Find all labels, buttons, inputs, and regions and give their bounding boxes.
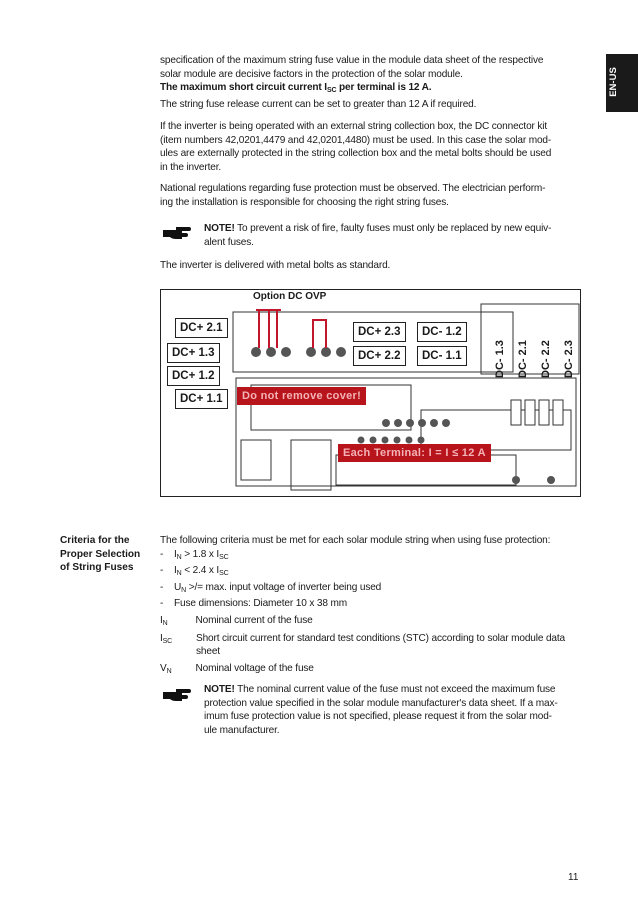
warning-terminal-current: Each Terminal: I = I ≤ 12 A: [338, 444, 491, 462]
terminal-label: DC+ 2.1: [175, 318, 228, 338]
section-heading: [60, 534, 140, 575]
pointing-hand-icon: [162, 686, 192, 704]
bullet-dash: -: [160, 598, 164, 610]
section-heading-line: Proper Selection: [60, 548, 141, 560]
criteria-bullet: [160, 564, 590, 581]
note-label: NOTE!: [204, 684, 235, 695]
terminal-label: DC- 1.2: [417, 322, 467, 342]
note-fire: [204, 222, 590, 249]
bullet-dash: -: [160, 548, 164, 560]
note-label: NOTE!: [204, 223, 235, 234]
intro-paragraph: [160, 54, 590, 111]
term-description: Nominal current of the fuse: [195, 615, 313, 626]
criteria-bullet: [160, 548, 590, 565]
paragraph-line: If the inverter is being operated with an external string collection box, the DC connector kit: [160, 121, 548, 132]
bullet-dash: -: [160, 565, 164, 577]
terminal-label: DC+ 1.1: [175, 389, 228, 409]
collection-paragraph: [160, 120, 590, 174]
section-heading-line: of String Fuses: [60, 562, 134, 574]
paragraph-line: (item numbers 42,0201,4479 and 42,0201,4480) must be used. In this case the solar mod-: [160, 134, 552, 146]
criteria-intro: The following criteria must be met for each solar module string when using fuse protection:: [160, 535, 551, 546]
bullet-text: $I_N > 1.8$ x $I_{SC}$: [174, 548, 229, 561]
bullet-text: $I_N < 2.4$ x $I_{SC}$: [174, 565, 229, 578]
language-tab: [606, 54, 638, 112]
bullet-text: Fuse dimensions: Diameter 10 x 38 mm: [174, 598, 347, 610]
paragraph-line: in the inverter.: [160, 161, 222, 173]
section-heading-line: Criteria for the: [60, 535, 130, 546]
term-symbol: $V_N$: [160, 662, 172, 675]
terminal-label-vertical: DC- 2.2: [540, 340, 552, 378]
terminal-label-vertical: DC- 2.1: [517, 340, 529, 378]
paragraph-line: ules are externally protected in the string collection box and the metal bolts should be used: [160, 148, 552, 160]
bullet-dash: -: [160, 581, 164, 593]
terminal-label: DC+ 1.3: [167, 343, 220, 363]
intro-line: specification of the maximum string fuse value in the module data sheet of the respective: [160, 55, 544, 66]
paragraph-line: ing the installation is responsible for choosing the right string fuses.: [160, 196, 449, 208]
note-line: imum fuse protection value is not specified, please request it from the solar mod-: [204, 711, 552, 723]
regulations-paragraph: [160, 182, 590, 209]
bold-sub: SC: [326, 87, 337, 95]
terminal-label: DC+ 2.2: [353, 346, 406, 366]
term-row: [160, 662, 590, 679]
criteria-bullet: [160, 597, 590, 611]
bullet-text: $U_N$ >/= max. input voltage of inverter being used: [174, 581, 382, 594]
note-nominal-current: [204, 683, 590, 737]
note-line: alent fuses.: [204, 236, 254, 248]
intro-line: solar module are decisive factors in the protection of the solar module.: [160, 68, 463, 80]
note-line: [204, 683, 590, 697]
term-symbol: $I_{SC}$: [160, 632, 173, 645]
paragraph-line: National regulations regarding fuse protection must be observed. The electrician perform-: [160, 183, 546, 194]
pointing-hand-icon: [162, 224, 192, 242]
warning-remove-cover: Do not remove cover!: [237, 387, 366, 405]
term-definitions: [160, 614, 590, 678]
terminal-label: DC+ 2.3: [353, 322, 406, 342]
terminal-label-vertical: DC- 2.3: [563, 340, 575, 378]
terminal-label: DC- 1.1: [417, 346, 467, 366]
term-row: [160, 614, 590, 631]
term-description: Nominal voltage of the fuse: [195, 662, 314, 674]
page-number: 11: [568, 872, 579, 883]
language-tab-label: EN-US: [608, 67, 619, 97]
terminal-label: DC+ 1.2: [167, 366, 220, 386]
bold-prefix: The maximum short circuit current I: [160, 82, 327, 94]
term-description: Short circuit current for standard test conditions (STC) according to solar module data sheet: [196, 632, 566, 658]
note-text: The nominal current value of the fuse must not exceed the maximum fuse: [234, 684, 556, 695]
note-line: ule manufacturer.: [204, 724, 280, 736]
note-line: [204, 222, 590, 236]
connection-diagram: [160, 289, 581, 497]
term-symbol: $I_N$: [160, 615, 168, 627]
criteria-body: [160, 534, 590, 611]
intro-line: The string fuse release current can be set to greater than 12 A if required.: [160, 98, 477, 110]
bold-suffix: per terminal is 12 A.: [336, 82, 432, 94]
ovp-label: Option DC OVP: [253, 291, 327, 302]
note-line: protection value specified in the solar module manufacturer's data sheet. If a max-: [204, 697, 558, 709]
term-row: [160, 632, 590, 659]
note-text: To prevent a risk of fire, faulty fuses must only be replaced by new equiv-: [234, 223, 552, 234]
terminal-label-vertical: DC- 1.3: [494, 340, 506, 378]
criteria-bullet: [160, 581, 590, 598]
delivered-sentence: The inverter is delivered with metal bolts as standard.: [160, 260, 391, 271]
intro-bold-line: [160, 81, 590, 98]
